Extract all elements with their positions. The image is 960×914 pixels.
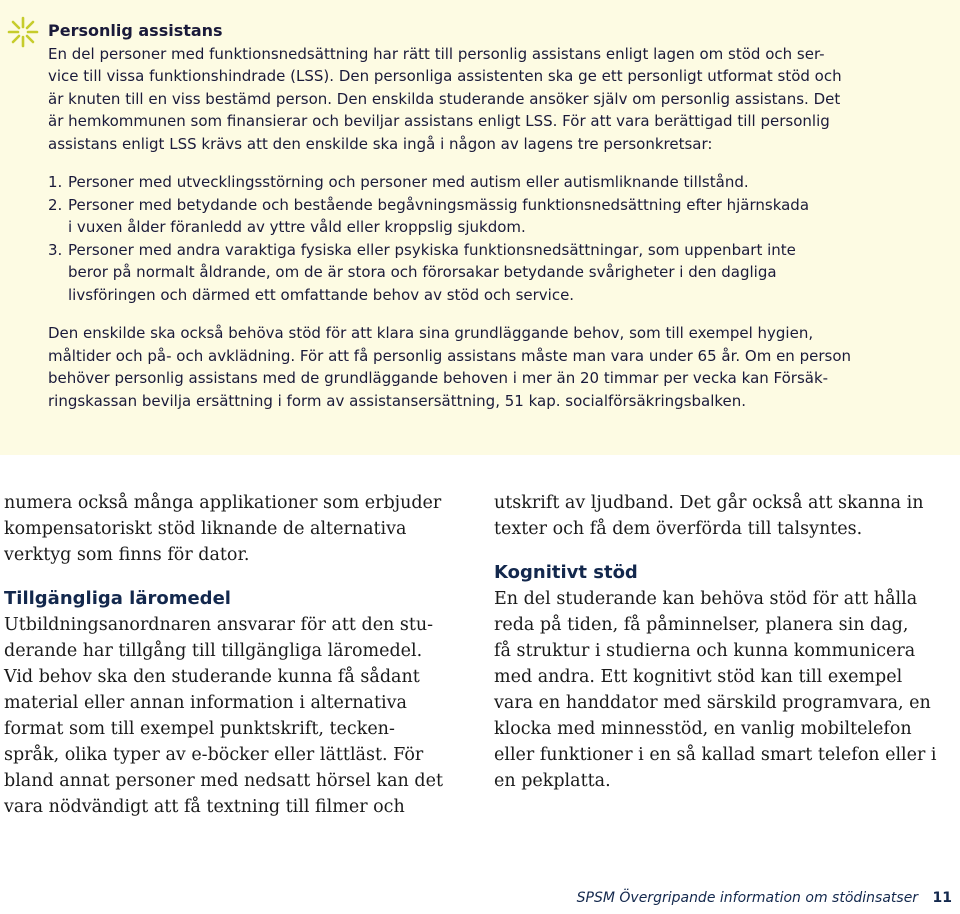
page-number: 11 (932, 890, 952, 906)
text-line: En del personer med funktionsnedsättning har rätt till personlig assistans enligt lagen om stöd och ser- (48, 44, 825, 63)
list-number: 1. (48, 173, 63, 191)
list-number: 2. (48, 195, 63, 214)
text-line: bland annat personer med nedsatt hörsel kan det (4, 771, 443, 791)
right-column (494, 490, 954, 794)
text-line: reda på tiden, få påminnelser, planera sin dag, (494, 615, 909, 635)
text-line: behöver personlig assistans med de grundläggande behoven i mer än 20 timmar per vecka kan Försäk- (48, 369, 829, 387)
text-line: med andra. Ett kognitivt stöd kan till exempel (494, 667, 903, 687)
text-line: Utbildningsanordnaren ansvarar för att den stu- (4, 615, 434, 635)
page-footer (577, 890, 952, 906)
text-line: vara nödvändigt att få textning till filmer och (4, 797, 405, 817)
list-text (68, 194, 948, 239)
text-line: Den enskilde ska också behöva stöd för att klara sina grundläggande behov, som till exempel hygien, (48, 324, 814, 342)
list-item (48, 239, 948, 307)
info-box (0, 0, 960, 455)
left-intro-paragraph (4, 490, 464, 568)
text-line: måltider och på- och avklädning. För att få personlig assistans måste man vara under 65 år. Om en person (48, 346, 851, 365)
text-line: språk, olika typer av e-böcker eller lättläst. För (4, 745, 424, 765)
footer-title: Övergripande information om stödinsatser (619, 890, 919, 906)
info-box-content (48, 20, 948, 412)
left-body-paragraph (4, 612, 464, 820)
text-line: vara en handdator med särskild programvara, en (494, 693, 931, 713)
list-number: 3. (48, 240, 63, 259)
text-line: är knuten till en viss bestämd person. Den enskilda studerande ansöker själv om personlig assistans. Det (48, 89, 841, 108)
text-line: En del studerande kan behöva stöd för att hålla (494, 589, 918, 609)
list-item (48, 194, 948, 239)
text-line: Vid behov ska den studerande kunna få sådant (4, 667, 420, 687)
text-line: assistans enligt LSS krävs att den enskilde ska ingå i någon av lagens tre personkretsar: (48, 134, 713, 153)
text-line: eller funktioner i en så kallad smart telefon eller i (494, 745, 937, 765)
section-heading-tillgangliga-laromedel: Tillgängliga läromedel (4, 588, 231, 609)
text-line: kompensatoriskt stöd liknande de alternativa (4, 519, 407, 539)
info-box-paragraph-1 (48, 43, 948, 156)
text-line: Personer med betydande och bestående begåvningsmässig funktionsnedsättning efter hjärnskada (68, 195, 810, 214)
right-body-paragraph (494, 586, 954, 794)
list-item (48, 171, 948, 194)
list-text (68, 239, 948, 307)
star-burst-icon (6, 15, 40, 49)
text-line: utskrift av ljudband. Det går också att skanna in (494, 493, 924, 513)
footer-org: SPSM (576, 890, 615, 906)
text-line: klocka med minnesstöd, en vanlig mobiltelefon (494, 719, 912, 739)
section-heading-kognitivt-stod: Kognitivt stöd (494, 562, 638, 583)
text-line: numera också många applikationer som erbjuder (4, 493, 442, 513)
text-line: verktyg som finns för dator. (4, 545, 250, 565)
text-line: Personer med andra varaktiga fysiska eller psykiska funktionsnedsättningar, som uppenbart inte (68, 240, 796, 259)
left-column (4, 490, 464, 820)
info-box-paragraph-2 (48, 322, 948, 412)
text-line: är hemkommunen som finansierar och beviljar assistans enligt LSS. För att vara berättigad till personlig (48, 112, 830, 130)
text-line: en pekplatta. (494, 771, 611, 791)
text-line: få struktur i studierna och kunna kommunicera (494, 641, 916, 661)
text-line: ringskassan bevilja ersättning i form av assistansersättning, 51 kap. socialförsäkringsbalken. (48, 391, 747, 410)
text-line: beror på normalt åldrande, om de är stora och förorsakar betydande svårigheter i den dagliga (68, 263, 777, 281)
text-line: material eller annan information i alternativa (4, 693, 407, 713)
right-intro-paragraph (494, 490, 954, 542)
text-line: vice till vissa funktionshindrade (LSS). Den personliga assistenten ska ge ett personligt utformat stöd och (48, 67, 842, 85)
list-text (68, 171, 948, 194)
text-line: i vuxen ålder föranledd av yttre våld eller kroppslig sjukdom. (68, 218, 526, 236)
text-line: Personer med utvecklingsstörning och personer med autism eller autismliknande tillstånd. (68, 173, 749, 191)
info-box-title: Personlig assistans (48, 21, 223, 40)
text-line: texter och få dem överförda till talsyntes. (494, 519, 863, 539)
text-line: livsföringen och därmed ett omfattande behov av stöd och service. (68, 285, 575, 304)
text-line: format som till exempel punktskrift, tecken- (4, 719, 395, 739)
text-line: derande har tillgång till tillgängliga läromedel. (4, 641, 423, 661)
